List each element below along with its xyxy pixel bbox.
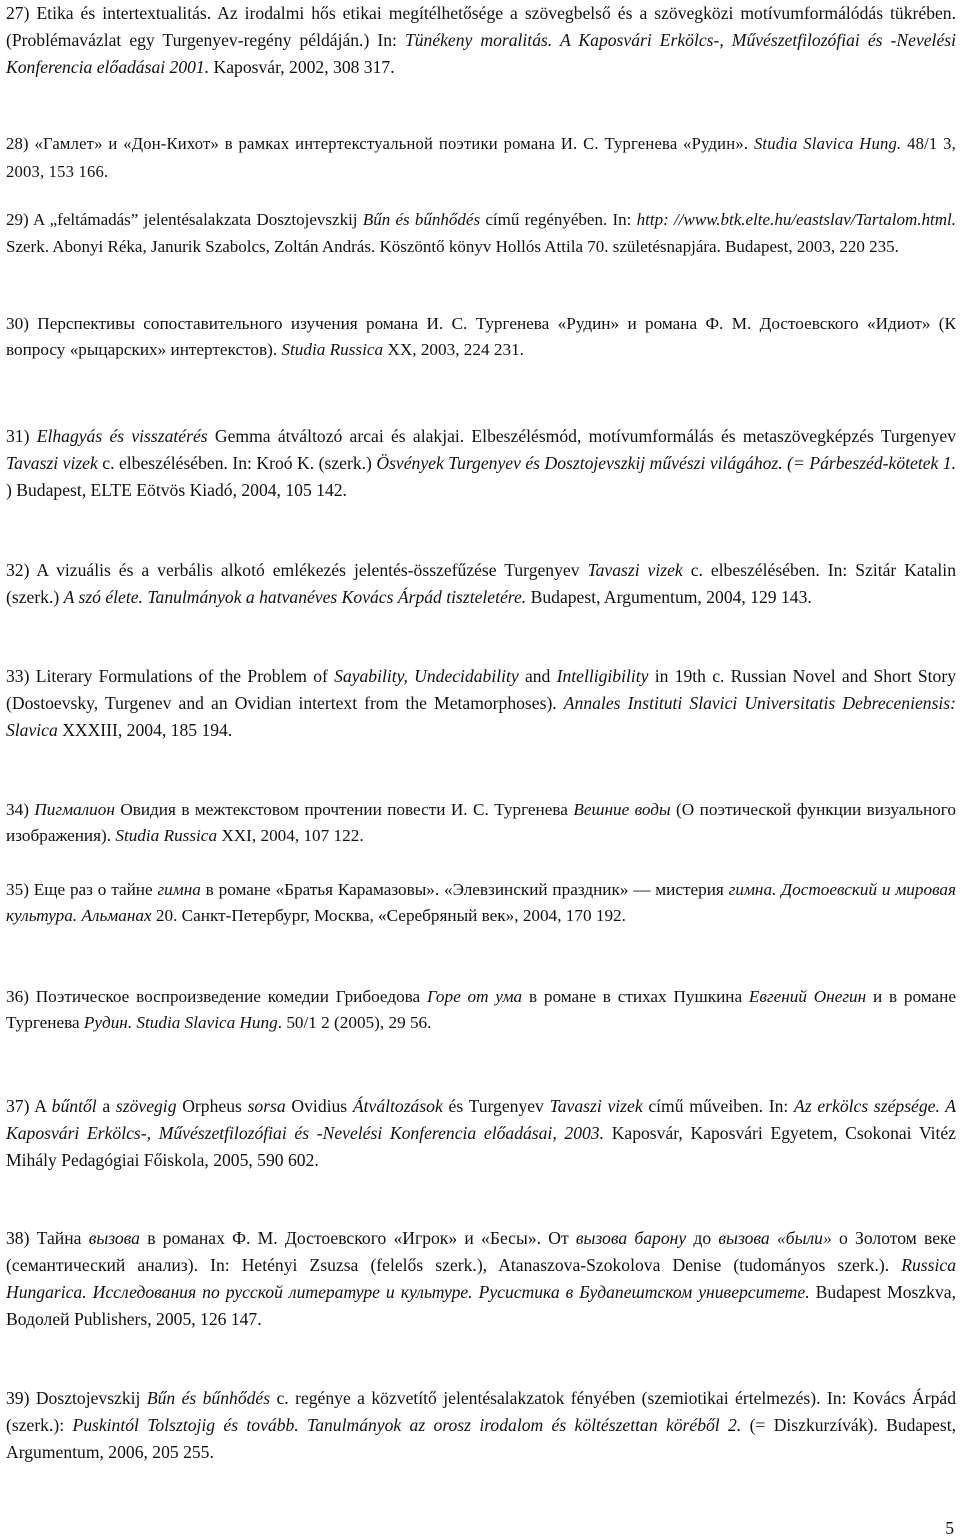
italic-text-run: Tavaszi vizek — [549, 1096, 643, 1116]
text-run: в романе «Братья Карамазовы». «Элевзинский праздник» — мистерия — [200, 880, 729, 899]
text-run: 31) — [6, 426, 37, 446]
text-run: (О поэтической функции визуального изображения). — [6, 800, 956, 845]
bibliography-entry-37 — [6, 1093, 956, 1174]
bibliography-entry-30 — [6, 311, 956, 363]
text-run: 39) Dosztojevszkij — [6, 1388, 147, 1408]
italic-text-run: Elhagyás és visszatérés — [36, 426, 208, 446]
italic-text-run: szövegig — [115, 1096, 177, 1116]
text-run: Овидия в межтекстовом прочтении повести И. С. Тургенева — [114, 800, 574, 819]
italic-text-run: Az erkölcs szépsége. A Kaposvári Erkölcs-, Művészetfilozófiai és -Nevelési Konferencia előadásai, 2003. — [6, 1096, 957, 1143]
text-run: Szerk. Abonyi Réka, Janurik Szabolcs, Zoltán András. Köszöntő könyv Hollós Attila 70. születésnapjára. Budapest, 2003, 220 235. — [6, 237, 899, 256]
italic-text-run: Studia Slavica Hung. — [753, 134, 902, 153]
italic-text-run: Annales Instituti Slavici Universitatis Debreceniensis: Slavica — [6, 693, 957, 740]
italic-text-run: http: //www.btk.elte.hu/eastslav/Tartalom.html. — [636, 210, 956, 229]
text-run: 33) Literary Formulations of the Problem of — [6, 666, 335, 686]
bibliography-entry-32 — [6, 557, 956, 611]
text-run: 28) «Гамлет» и «Дон-Кихот» в рамках интертекстуальной поэтики романа И. С. Тургенева «Рудин». — [6, 134, 754, 153]
text-run: XXXIII, 2004, 185 194. — [57, 720, 233, 740]
italic-text-run: вызова «были» — [718, 1228, 832, 1248]
text-run: c. elbeszélésében. In: Kroó K. (szerk.) — [97, 453, 377, 473]
text-run: Budapest, Argumentum, 2004, 129 143. — [526, 587, 812, 607]
italic-text-run: Sayability, Undecidability — [334, 666, 519, 686]
italic-text-run: Tavaszi vizek — [587, 560, 683, 580]
text-run: 27) Etika és intertextualitás. Az irodalmi hős etikai megítélhetősége a szövegbelső és a szövegközi motívumformálódás tükrében. (Problémavázlat egy Turgenyev-regény példáján.) In: — [6, 3, 956, 50]
italic-text-run: Studia Russica — [115, 826, 218, 845]
italic-text-run: Bűn és bűnhődés — [146, 1388, 271, 1408]
bibliography-entry-28 — [6, 130, 956, 186]
text-run: Orpheus — [176, 1096, 248, 1116]
italic-text-run: Puskintól Tolsztojig és tovább. Tanulmányok az orosz irodalom és költészettan köréből 2. — [72, 1415, 742, 1435]
text-run: 35) Еще раз о тайне — [6, 880, 158, 899]
text-run: Kaposvár, Kaposvári Egyetem, Csokonai Vitéz Mihály Pedagógiai Főiskola, 2005, 590 602. — [6, 1123, 956, 1170]
italic-text-run: вызова барону — [575, 1228, 687, 1248]
text-run: (= Diszkurzívák). Budapest, Argumentum, 2006, 205 255. — [6, 1415, 956, 1462]
text-run: 38) Тайна — [6, 1228, 89, 1248]
bibliography-entry-27 — [6, 0, 956, 81]
italic-text-run: Átváltozások — [352, 1096, 443, 1116]
bibliography-entry-29 — [6, 206, 956, 260]
text-run: c. regénye a közvetítő jelentésalakzatok fényében (szemiotikai értelmezés). In: Kovács Árpád (szerk.): — [6, 1388, 956, 1435]
bibliography-entry-31 — [6, 423, 956, 504]
italic-text-run: Рудин. Studia Slavica Hung — [83, 1013, 278, 1032]
italic-text-run: Russica Hungarica. Исследования по русской литературе и культуре. Русистика в Будапештском университете. — [6, 1255, 956, 1302]
text-run: 20. Санкт-Петербург, Москва, «Серебряный век», 2004, 170 192. — [151, 906, 626, 925]
text-run: Kaposvár, 2002, 308 317. — [209, 57, 395, 77]
text-run: in 19th c. Russian Novel and Short Story (Dostoevsky, Turgenev and an Ovidian intertext from the Metamorphoses). — [6, 666, 956, 713]
text-run: 48/1 3, 2003, 153 166. — [6, 134, 956, 181]
text-run: 30) Перспективы сопоставительного изучения романа И. С. Тургенева «Рудин» и романа Ф. М. Достоевского «Идиот» (К вопросу «рыцарских» интертекстов). — [6, 314, 956, 359]
italic-text-run: Bűn és bűnhődés — [362, 210, 481, 229]
text-run: Gemma átváltozó arcai és alakjai. Elbeszélésmód, motívumformálás és metaszövegképzés Turgenyev — [207, 426, 956, 446]
text-run: Ovidius — [285, 1096, 353, 1116]
text-run: до — [686, 1228, 719, 1248]
italic-text-run: Евгений Онегин — [748, 987, 867, 1006]
italic-text-run: Вешние воды — [573, 800, 671, 819]
text-run: c. elbeszélésében. In: Szitár Katalin (szerk.) — [6, 560, 956, 607]
italic-text-run: bűntől — [51, 1096, 97, 1116]
page-number: 5 — [945, 1518, 954, 1538]
italic-text-run: Tünékeny moralitás. A Kaposvári Erkölcs-, Művészetfilozófiai és -Nevelési Konferencia előadásai 2001. — [6, 30, 956, 77]
italic-text-run: Горе от ума — [427, 987, 523, 1006]
text-run: 29) A „feltámadás” jelentésalakzata Dosztojevszkij — [6, 210, 363, 229]
italic-text-run: гимна. Достоевский и мировая культура. Альманах — [6, 880, 956, 925]
italic-text-run: гимна — [157, 880, 201, 899]
italic-text-run: Studia Russica — [281, 340, 384, 359]
text-run: 34) — [6, 800, 35, 819]
text-run: 36) Поэтическое воспроизведение комедии Грибоедова — [6, 987, 428, 1006]
bibliography-entry-36 — [6, 984, 956, 1036]
text-run: XXI, 2004, 107 122. — [217, 826, 364, 845]
text-run: című regényében. In: — [480, 210, 637, 229]
text-run: XX, 2003, 224 231. — [383, 340, 524, 359]
bibliography-entry-34 — [6, 797, 956, 849]
text-run: в романе в стихах Пушкина — [522, 987, 749, 1006]
italic-text-run: вызова — [88, 1228, 140, 1248]
text-run: и в романе Тургенева — [6, 987, 957, 1032]
bibliography-entry-38 — [6, 1225, 956, 1333]
text-run: о Золотом веке (семантический анализ). In: Hetényi Zsuzsa (felelős szerk.), Atanaszova-Szokolova Denise (tudományos szerk.). — [6, 1228, 956, 1275]
text-run: Budapest Moszkva, Водолей Publishers, 2005, 126 147. — [6, 1282, 956, 1329]
text-run: ) Budapest, ELTE Eötvös Kiadó, 2004, 105 142. — [6, 480, 347, 500]
italic-text-run: Tavaszi vizek — [6, 453, 98, 473]
bibliography-entry-35 — [6, 877, 956, 929]
text-run: című műveiben. In: — [642, 1096, 795, 1116]
bibliography-entry-39 — [6, 1385, 956, 1466]
text-run: a — [96, 1096, 116, 1116]
text-run: 37) A — [6, 1096, 52, 1116]
text-run: és Turgenyev — [442, 1096, 550, 1116]
italic-text-run: Ösvények Turgenyev és Dosztojevszkij művészi világához. (= Párbeszéd-kötetek 1. — [376, 453, 956, 473]
italic-text-run: A szó élete. Tanulmányok a hatvanéves Kovács Árpád tiszteletére. — [63, 587, 527, 607]
italic-text-run: sorsa — [247, 1096, 286, 1116]
text-run: and — [518, 666, 557, 686]
bibliography-entry-33 — [6, 663, 956, 744]
text-run: в романах Ф. М. Достоевского «Игрок» и «Бесы». От — [139, 1228, 576, 1248]
italic-text-run: Intelligibility — [556, 666, 649, 686]
text-run: . 50/1 2 (2005), 29 56. — [277, 1013, 432, 1032]
italic-text-run: Пигмалион — [34, 800, 115, 819]
text-run: 32) A vizuális és a verbális alkotó emlékezés jelentés-összefűzése Turgenyev — [6, 560, 588, 580]
